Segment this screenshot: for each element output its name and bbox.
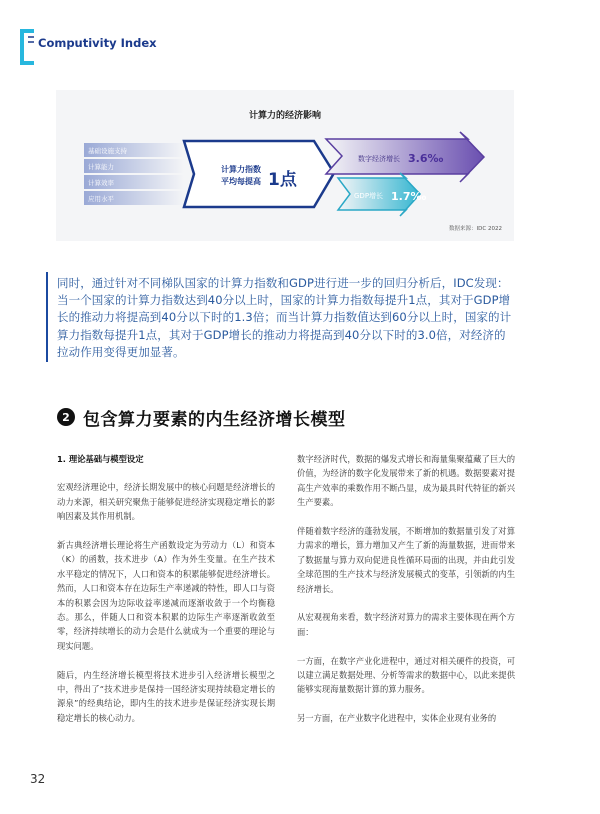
economic-impact-figure: [56, 90, 514, 241]
left-column: [57, 452, 275, 740]
digital-output-label: 数字经济增长: [358, 155, 400, 163]
logo-bracket-icon: [18, 28, 36, 66]
left-subheading: 1. 理论基础与模型设定: [57, 454, 144, 464]
factor-label-4: 应用水平: [88, 195, 114, 203]
section-heading: [57, 405, 346, 429]
center-text-line2: 平均每提高: [221, 177, 261, 186]
right-paragraph-1: 数字经济时代，数据的爆发式增长和海量集聚蕴藏了巨大的价值，为经济的数字化发展带来了新的机遇。数据要素对提高生产效率的乘数作用不断凸显，成为最具时代特征的新兴生产要素。: [297, 454, 515, 508]
right-column: [297, 452, 515, 740]
center-text-line1: 计算力指数: [221, 165, 261, 174]
computivity-logo: [18, 28, 158, 68]
digital-output-value: 3.6‰: [408, 152, 444, 165]
center-value: 1点: [268, 170, 297, 190]
factor-label-1: 基础设施支持: [88, 147, 127, 155]
left-paragraph-1: 宏观经济理论中，经济长期发展中的核心问题是经济增长的动力来源，相关研究聚焦于能够促进经济实现稳定增长的影响因素及其作用机制。: [57, 482, 275, 522]
right-paragraph-5: 另一方面，在产业数字化进程中，实体企业现有业务的: [297, 713, 497, 724]
factor-label-3: 计算效率: [88, 179, 114, 187]
factor-label-2: 计算能力: [88, 163, 114, 171]
section-title: 包含算力要素的内生经济增长模型: [83, 409, 346, 430]
digital-output-arrow: [326, 132, 484, 182]
page-number: 32: [30, 772, 46, 786]
left-paragraph-3: 随后，内生经济增长模型将技术进步引入经济增长模型之中，得出了“技术进步是保持一国经济实现持续稳定增长的源泉”的经典结论，即内生的技术进步是保证经济实现长期稳定增长的核心动力。: [57, 669, 275, 723]
figure-title: 计算力的经济影响: [248, 111, 321, 121]
center-arrow: [184, 141, 334, 207]
logo-text: Computivity Index: [38, 36, 157, 50]
right-paragraph-4: 一方面，在数字产业化进程中，通过对相关硬件的投资，可以建立满足数据处理、分析等需求的数据中心，以此来提供能够实现海量数据计算的算力服务。: [297, 655, 515, 695]
gdp-output-label: GDP增长: [354, 192, 384, 200]
left-paragraph-2: 新古典经济增长理论将生产函数设定为劳动力（L）和资本（K）的函数，技术进步（A）作为外生变量。在生产技术水平稳定的情况下，人口和资本的积累能够促进经济增长。然而，人口和资本存在边际生产率递减的特性，即人口与资本的积累会因为边际收益率递减而逐渐收敛于一个均衡稳态。那么，伴随人口和资本积累的边际生产率逐渐收敛至零，经济持续增长的动力会是什么就成为一个重要的理论与现实问题。: [57, 540, 275, 651]
figure-source: 数据来源：IDC 2022: [449, 226, 502, 232]
right-paragraph-3: 从宏观视角来看，数字经济对算力的需求主要体现在两个方面：: [297, 612, 515, 637]
right-paragraph-2: 伴随着数字经济的蓬勃发展，不断增加的数据量引发了对算力需求的增长，算力增加又产生了新的海量数据，进而带来了数据量与算力双向促进良性循环局面的出现，并由此引发全球范围的生产技术与经济发展模式的变革，引领新的内生经济增长。: [297, 526, 515, 594]
section-number-badge: 2: [57, 408, 75, 426]
gdp-output-value: 1.7‰: [391, 190, 427, 203]
intro-paragraph: 同时，通过针对不同梯队国家的计算力指数和GDP进行进一步的回归分析后，IDC发现：当一个国家的计算力指数达到40分以上时，国家的计算力指数每提升1点，其对于GDP增长的推动力将提高到40分以下时的1.3倍；而当计算力指数值达到60分以上时，国家的计算力指数每提升1点，其对于GDP增长的推动力将提高到40分以下时的3.0倍，对经济的拉动作用变得更加显著。: [57, 276, 512, 359]
intro-accent-bar: [46, 272, 48, 362]
